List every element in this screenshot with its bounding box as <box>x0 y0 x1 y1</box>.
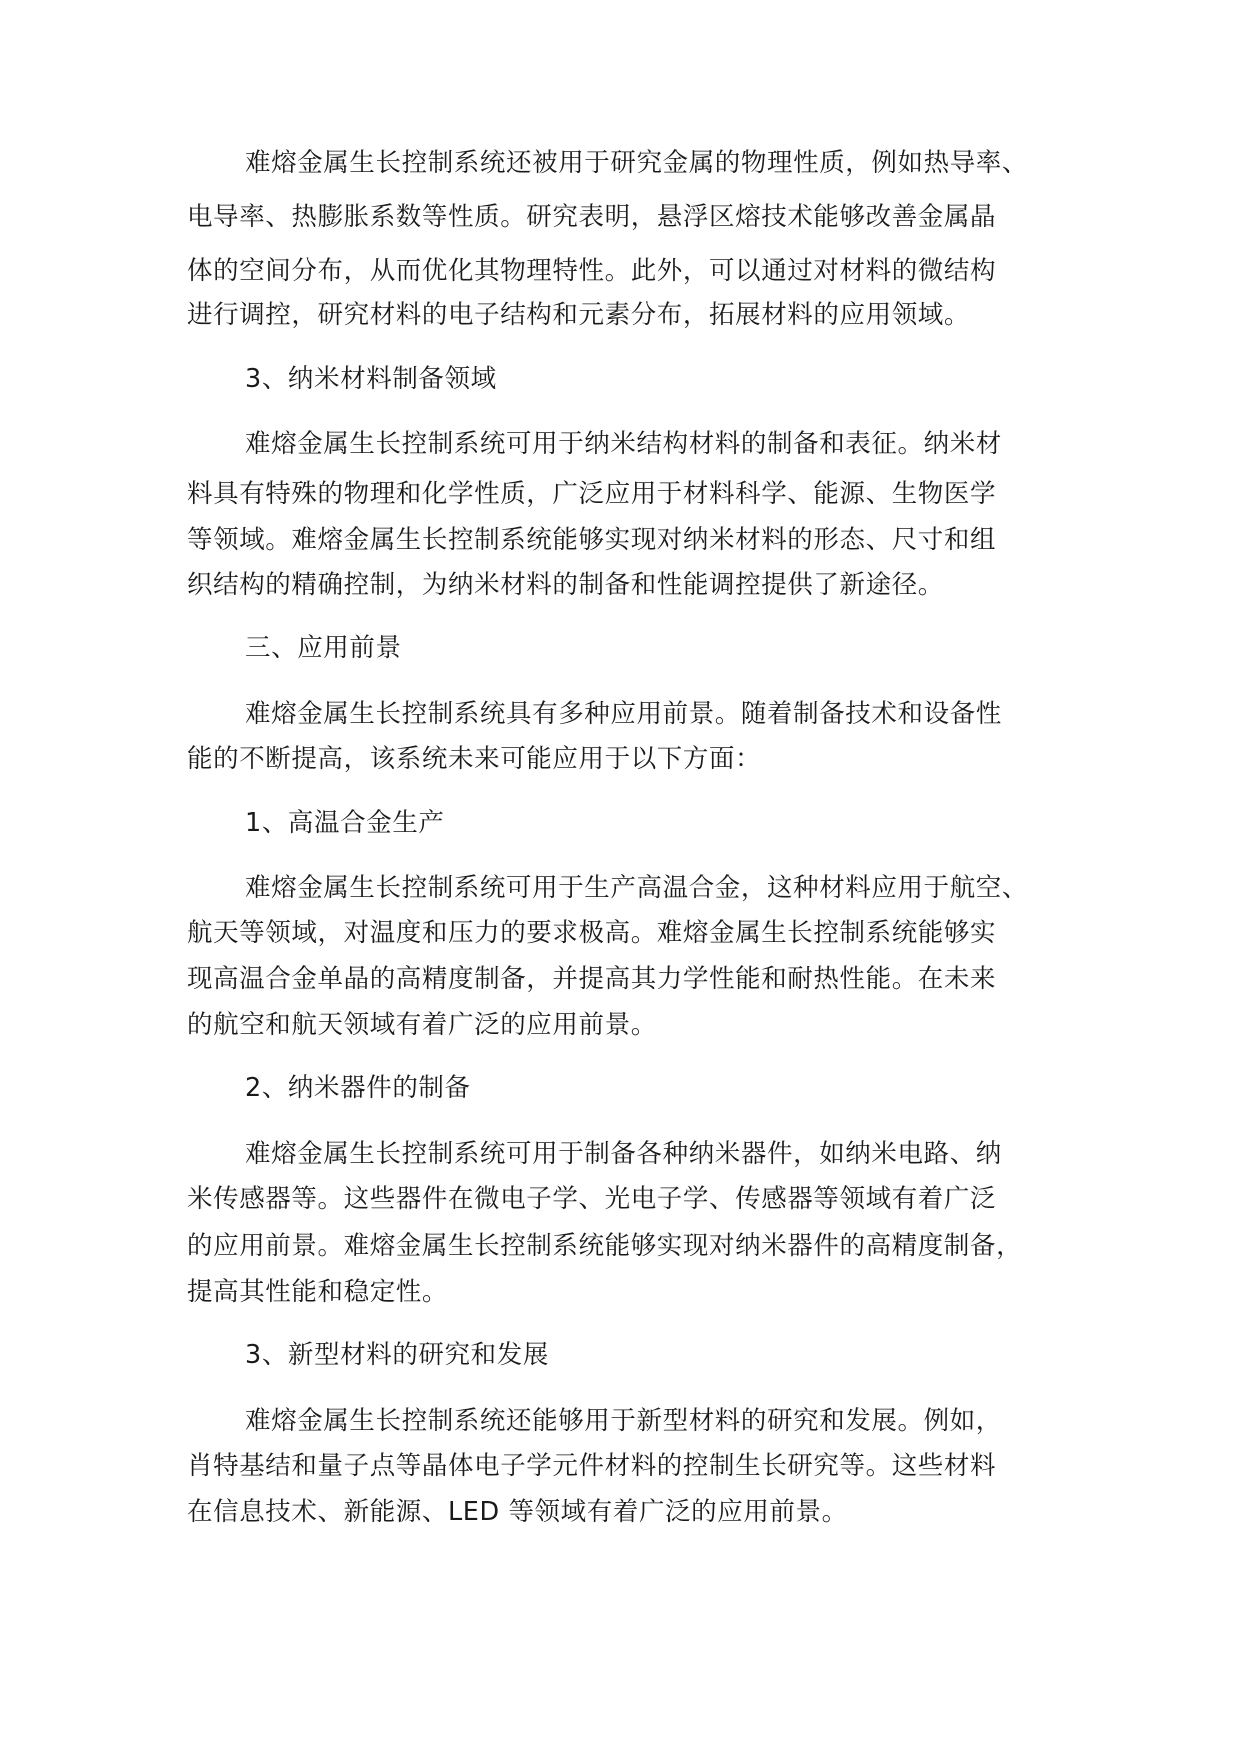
section-heading: 1、高温合金生产 <box>245 808 445 838</box>
text-line: 织结构的精确控制，为纳米材料的制备和性能调控提供了新途径。 <box>187 570 944 600</box>
text-line: 难熔金属生长控制系统可用于生产高温合金，这种材料应用于航空、 <box>245 873 1029 903</box>
text-line: 进行调控，研究材料的电子结构和元素分布，拓展材料的应用领域。 <box>187 300 971 330</box>
text-line: 在信息技术、新能源、LED 等领域有着广泛的应用前景。 <box>187 1497 848 1527</box>
text-line: 等领域。难熔金属生长控制系统能够实现对纳米材料的形态、尺寸和组 <box>187 525 997 555</box>
text-line: 难熔金属生长控制系统还被用于研究金属的物理性质，例如热导率、 <box>245 148 1029 178</box>
text-line: 难熔金属生长控制系统具有多种应用前景。随着制备技术和设备性 <box>245 699 1002 729</box>
text-line: 现高温合金单晶的高精度制备，并提高其力学性能和耐热性能。在未来 <box>187 964 997 994</box>
text-line: 的应用前景。难熔金属生长控制系统能够实现对纳米器件的高精度制备， <box>187 1231 1023 1261</box>
text-line: 米传感器等。这些器件在微电子学、光电子学、传感器等领域有着广泛 <box>187 1184 997 1214</box>
text-line: 体的空间分布，从而优化其物理特性。此外，可以通过对材料的微结构 <box>187 256 997 286</box>
text-line: 电导率、热膨胀系数等性质。研究表明，悬浮区熔技术能够改善金属晶 <box>187 202 997 232</box>
text-line: 提高其性能和稳定性。 <box>187 1277 449 1307</box>
text-line: 难熔金属生长控制系统还能够用于新型材料的研究和发展。例如， <box>245 1406 1002 1436</box>
text-line: 肖特基结和量子点等晶体电子学元件材料的控制生长研究等。这些材料 <box>187 1451 997 1481</box>
text-line: 难熔金属生长控制系统可用于纳米结构材料的制备和表征。纳米材 <box>245 429 1002 459</box>
section-heading: 三、应用前景 <box>245 633 402 663</box>
text-line: 料具有特殊的物理和化学性质，广泛应用于材料科学、能源、生物医学 <box>187 479 997 509</box>
section-heading: 3、新型材料的研究和发展 <box>245 1340 549 1370</box>
text-line: 航天等领域，对温度和压力的要求极高。难熔金属生长控制系统能够实 <box>187 918 997 948</box>
text-line: 的航空和航天领域有着广泛的应用前景。 <box>187 1010 657 1040</box>
section-heading: 3、纳米材料制备领域 <box>245 364 497 394</box>
text-line: 能的不断提高，该系统未来可能应用于以下方面： <box>187 744 762 774</box>
text-line: 难熔金属生长控制系统可用于制备各种纳米器件，如纳米电路、纳 <box>245 1139 1002 1169</box>
section-heading: 2、纳米器件的制备 <box>245 1073 471 1103</box>
